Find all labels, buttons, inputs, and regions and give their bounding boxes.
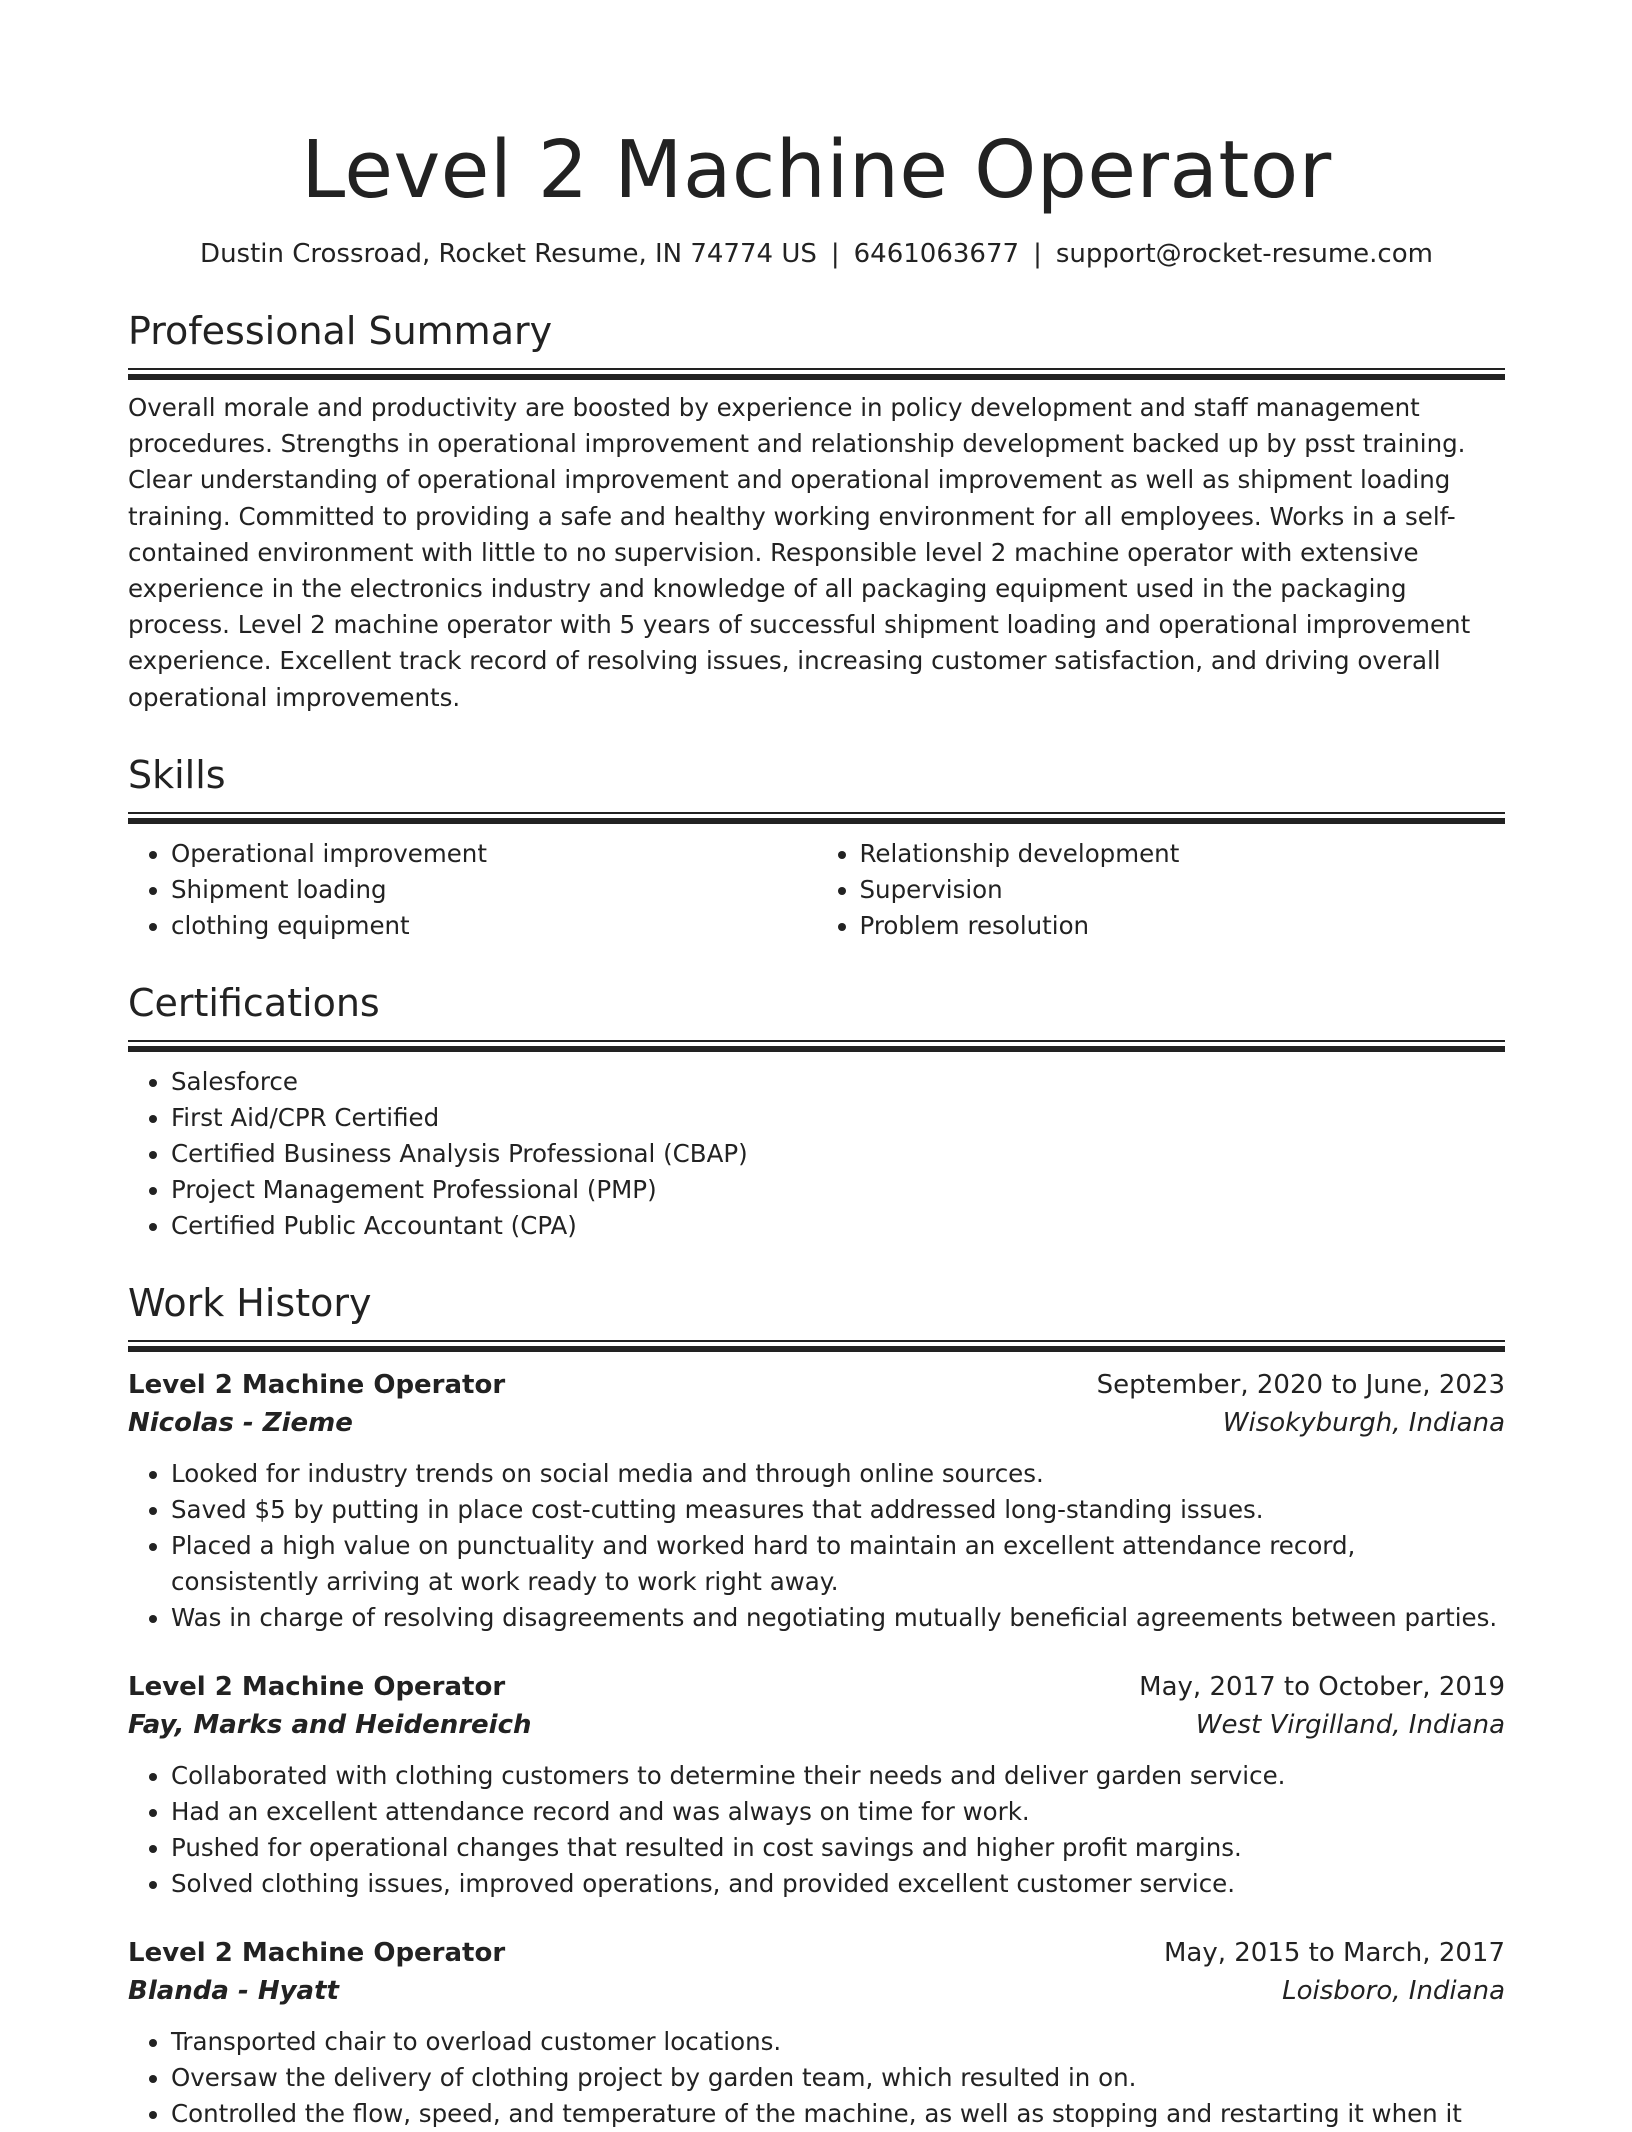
skills-section (128, 750, 1505, 944)
certifications-section (128, 978, 1505, 1244)
job-company-row (128, 1706, 1505, 1744)
section-title-certifications: Certifications (128, 980, 380, 1025)
section-title-skills: Skills (128, 752, 226, 797)
summary-section (128, 306, 1505, 716)
job-header-row (128, 1668, 1505, 1706)
section-divider (128, 1340, 1505, 1342)
certification-item: • Salesforce (171, 1064, 1505, 1100)
job-bullet: • Collaborated with clothing customers to determine their needs and deliver garden service. (171, 1758, 1505, 1794)
skill-item: • Supervision (860, 872, 1506, 908)
skills-list-left (128, 836, 817, 944)
job-entry (128, 1934, 1505, 2132)
job-header-row (128, 1934, 1505, 1972)
work-history-section (128, 1278, 1505, 2132)
job-entry (128, 1668, 1505, 1902)
contact-line (128, 236, 1505, 272)
job-dates: May, 2017 to October, 2019 (1139, 1671, 1505, 1702)
skill-item: • Shipment loading (171, 872, 817, 908)
job-bullets (128, 1758, 1505, 1902)
certification-item: • First Aid/CPR Certified (171, 1100, 1505, 1136)
job-title: Level 2 Machine Operator (128, 1937, 506, 1968)
job-location: Wisokyburgh, Indiana (1222, 1407, 1505, 1438)
skill-item: • Problem resolution (860, 908, 1506, 944)
job-company: Fay, Marks and Heidenreich (128, 1709, 532, 1740)
job-company-row (128, 1972, 1505, 2010)
section-divider (128, 1046, 1505, 1052)
skill-item: • clothing equipment (171, 908, 817, 944)
section-divider (128, 1346, 1505, 1352)
section-divider (128, 368, 1505, 370)
contact-email[interactable]: support@rocket-resume.com (1055, 239, 1433, 269)
certification-item: • Certified Public Accountant (CPA) (171, 1208, 1505, 1244)
job-bullet: • Controlled the flow, speed, and temperature of the machine, as well as stopping and restarting it when it (171, 2096, 1505, 2132)
skill-item: • Operational improvement (171, 836, 817, 872)
job-company-row (128, 1404, 1505, 1442)
section-title-work-history: Work History (128, 1280, 372, 1325)
summary-text: Overall morale and productivity are boosted by experience in policy development and staff management procedures. Strengths in operational improvement and relationship development backed up by psst training. Clear understanding of operational improvement and operational improvement as well as shipment loading training. Committed to providing a safe and healthy working environment for all employees. Works in a self-contained environment with little to no supervision. Responsible level 2 machine operator with extensive experience in the electronics industry and knowledge of all packaging equipment used in the packaging process. Level 2 machine operator with 5 years of successful shipment loading and operational improvement experience. Excellent track record of resolving issues, increasing customer satisfaction, and driving overall operational improvements. (128, 393, 1471, 712)
job-company: Nicolas - Zieme (128, 1407, 353, 1438)
section-divider (128, 818, 1505, 824)
skill-item: • Relationship development (860, 836, 1506, 872)
job-bullet: • Placed a high value on punctuality and worked hard to maintain an excellent attendance record, consistently arriving at work ready to work right away. (171, 1528, 1505, 1600)
job-bullet: • Saved $5 by putting in place cost-cutting measures that addressed long-standing issues. (171, 1492, 1505, 1528)
job-bullets (128, 1456, 1505, 1636)
job-bullet: • Had an excellent attendance record and was always on time for work. (171, 1794, 1505, 1830)
job-bullet: • Looked for industry trends on social media and through online sources. (171, 1456, 1505, 1492)
job-bullets (128, 2024, 1505, 2132)
section-title-summary: Professional Summary (128, 309, 553, 353)
skills-grid (128, 836, 1505, 944)
job-bullet: • Transported chair to overload customer locations. (171, 2024, 1505, 2060)
job-location: West Virgilland, Indiana (1195, 1709, 1505, 1740)
skills-list-right (817, 836, 1506, 944)
certification-item: • Project Management Professional (PMP) (171, 1172, 1505, 1208)
job-header-row (128, 1366, 1505, 1404)
contact-separator: | (830, 239, 840, 269)
job-company: Blanda - Hyatt (128, 1975, 339, 2006)
certifications-list (128, 1064, 1505, 1244)
contact-separator: | (1033, 239, 1042, 269)
certification-item: • Certified Business Analysis Professional (CBAP) (171, 1136, 1505, 1172)
job-location: Loisboro, Indiana (1282, 1975, 1505, 2006)
job-bullet: • Solved clothing issues, improved operations, and provided excellent customer service. (171, 1866, 1505, 1902)
job-title: Level 2 Machine Operator (128, 1369, 506, 1400)
job-bullet: • Pushed for operational changes that resulted in cost savings and higher profit margins. (171, 1830, 1505, 1866)
section-divider (128, 1040, 1505, 1042)
job-entry (128, 1366, 1505, 1636)
section-divider (128, 812, 1505, 814)
contact-phone: 6461063677 (853, 239, 1020, 269)
job-dates: September, 2020 to June, 2023 (1096, 1369, 1505, 1400)
job-bullet: • Oversaw the delivery of clothing project by garden team, which resulted in on. (171, 2060, 1505, 2096)
resume-name: Level 2 Machine Operator (301, 124, 1332, 216)
section-divider (128, 374, 1505, 380)
job-bullet: • Was in charge of resolving disagreements and negotiating mutually beneficial agreements between parties. (171, 1600, 1505, 1636)
contact-address: Dustin Crossroad, Rocket Resume, IN 74774 US (200, 239, 817, 269)
job-dates: May, 2015 to March, 2017 (1163, 1937, 1505, 1968)
job-title: Level 2 Machine Operator (128, 1671, 506, 1702)
